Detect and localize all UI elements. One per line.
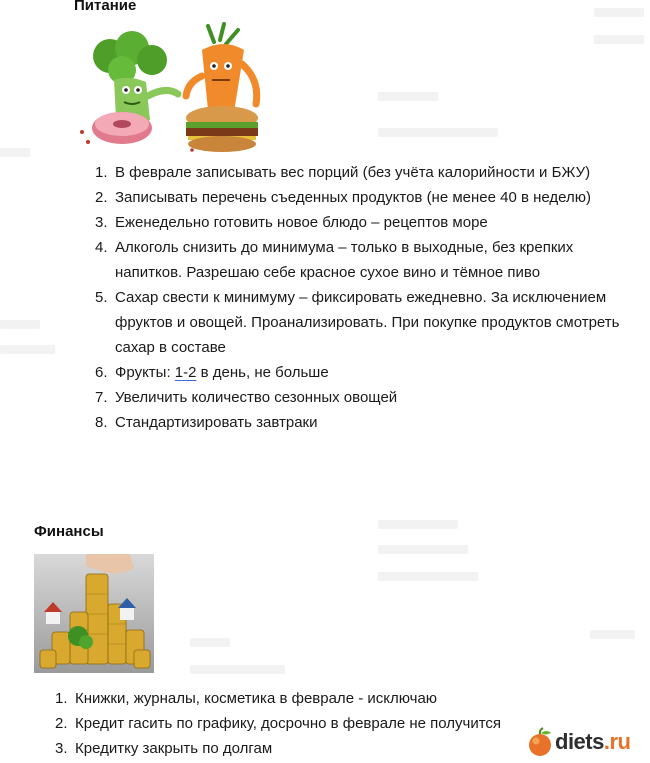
list-item: 1. В феврале записывать вес порций (без учёта калорийности и БЖУ) (95, 164, 591, 181)
burger-icon (186, 106, 258, 152)
list-item: 6. Фрукты: 1-2 в день, не больше (95, 364, 329, 381)
coins-illustration (34, 554, 154, 673)
list-item: 7. Увеличить количество сезонных овощей (95, 389, 398, 406)
brand-tld: .ru (603, 729, 631, 754)
vegetables-illustration (74, 20, 267, 157)
list-item: 4. Алкоголь снизить до минимума – только в выходные, без крепких напитков. Разрешаю себе красное сухое вино и тёмное пиво (95, 239, 574, 281)
list-item: 8. Стандартизировать завтраки (95, 414, 318, 431)
apple-logo-icon (525, 727, 555, 757)
list-item: 5. Сахар свести к минимуму – фиксировать ежедневно. За исключением фруктов и овощей. Проанализировать. При покупке продуктов смотреть сахар в составе (95, 289, 620, 356)
list-item: 2. Записывать перечень съеденных продуктов (не менее 40 в неделю) (95, 189, 592, 206)
brand-name: diets (555, 729, 604, 754)
list-item: 3. Еженедельно готовить новое блюдо – рецептов море (95, 214, 488, 231)
list-item: 3. Кредитку закрыть по долгам (55, 740, 273, 757)
fruit-amount-link[interactable]: 1-2 (174, 364, 197, 381)
list-item: 2. Кредит гасить по графику, досрочно в феврале не получится (55, 715, 502, 732)
list-item: 1. Книжки, журналы, косметика в феврале - исключаю (55, 690, 438, 707)
nutrition-list (75, 160, 635, 435)
nutrition-heading: Питание (74, 0, 137, 14)
finance-heading: Финансы (34, 523, 104, 540)
diets-watermark (525, 727, 630, 757)
